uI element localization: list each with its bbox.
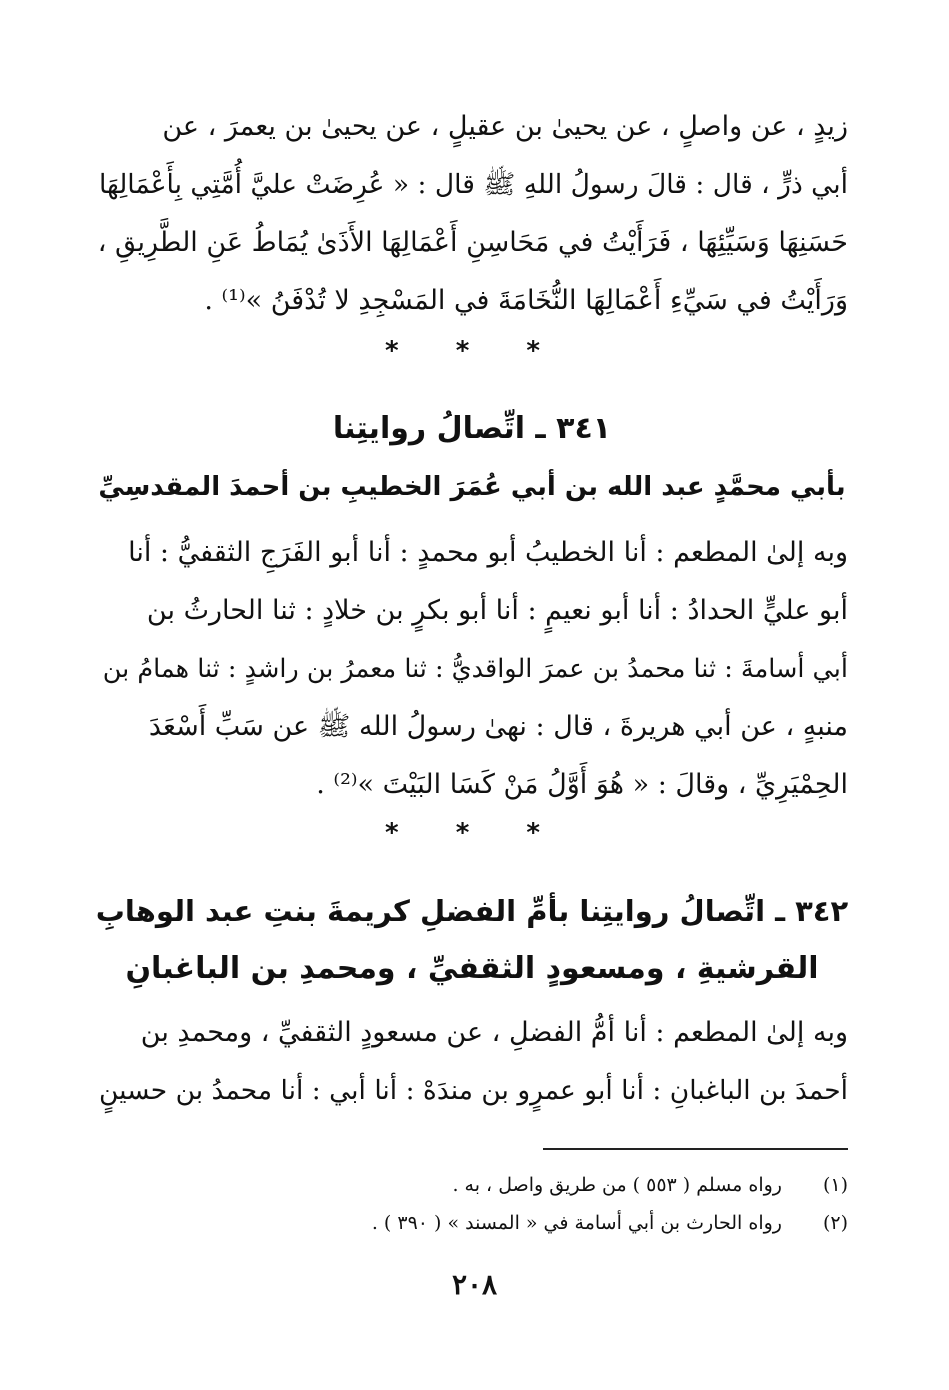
footnote-divider	[543, 1148, 848, 1150]
footnote-item	[92, 1166, 848, 1204]
text-line: وبه إلىٰ المطعم : أنا الخطيبُ أبو محمدٍ : أنا أبو الفَرَجِ الثقفيُّ : أنا	[128, 537, 848, 568]
text-line: زيدٍ ، عن واصلٍ ، عن يحيىٰ بن عقيلٍ ، عن يحيىٰ بن يعمرَ ، عن	[162, 111, 848, 142]
paragraph-hadith-deeds	[92, 98, 848, 330]
section-heading-341	[92, 400, 852, 516]
heading-line: القرشيةِ ، ومسعودٍ الثقفيِّ ، ومحمدِ بن الباغبانِ	[125, 951, 819, 986]
text-line: وَرَأَيْتُ في سَيِّءِ أَعْمَالِهَا النُّخَامَةَ في المَسْجِدِ لا تُدْفَنُ »⁽¹⁾ .	[204, 285, 848, 316]
footnote-text: رواه الحارث بن أبي أسامة في « المسند » ( ٣٩٠ ) .	[371, 1212, 782, 1234]
paragraph-section-342	[92, 1004, 848, 1120]
paragraph-section-341	[92, 524, 848, 814]
text-line: أبي أسامةَ : ثنا محمدُ بن عمرَ الواقديُّ : ثنا معمرُ بن راشدٍ : ثنا همامُ بن	[102, 654, 848, 684]
footnote-item	[92, 1204, 848, 1242]
text-line: الحِمْيَرِيِّ ، وقالَ : « هُوَ أَوَّلُ مَنْ كَسَا البَيْتَ »⁽²⁾ .	[316, 769, 848, 800]
footnote-number: (٢)	[822, 1212, 848, 1234]
heading-line: بأبي محمَّدٍ عبد الله بن أبي عُمَرَ الخطيبِ بن أحمدَ المقدسِيِّ	[98, 472, 846, 502]
section-separator: * * *	[385, 336, 564, 366]
text-line: أحمدَ بن الباغبانِ : أنا أبو عمرٍو بن مندَهْ : أنا أبي : أنا محمدُ بن حسينٍ	[98, 1075, 848, 1106]
heading-line: ٣٤١ ـ اتِّصالُ روايتِنا	[332, 411, 612, 446]
page-number: ٢٠٨	[451, 1268, 498, 1301]
text-line: أبو عليٍّ الحدادُ : أنا أبو نعيمٍ : أنا أبو بكرٍ بن خلادٍ : ثنا الحارثُ بن	[146, 595, 848, 626]
heading-line: ٣٤٢ ـ اتِّصالُ روايتِنا بأمِّ الفضلِ كريمةَ بنتِ عبد الوهابِ	[95, 894, 849, 928]
section-heading-342	[92, 882, 852, 998]
text-line: أبي ذرٍّ ، قال : قالَ رسولُ اللهِ ﷺ قال : « عُرِضَتْ عليَّ أُمَّتِي بِأَعْمَالِهَا	[98, 169, 848, 200]
text-line: وبه إلىٰ المطعم : أنا أمُّ الفضلِ ، عن مسعودٍ الثقفيِّ ، ومحمدِ بن	[140, 1017, 848, 1048]
section-separator: * * *	[385, 818, 564, 848]
text-line: حَسَنِهَا وَسَيِّئِهَا ، فَرَأَيْتُ في مَحَاسِنِ أَعْمَالِهَا الأَذَىٰ يُمَاطُ عَنِ الطَّرِيقِ ،	[97, 227, 848, 258]
footnote-text: رواه مسلم ( ٥٥٣ ) من طريق واصل ، به .	[452, 1174, 782, 1196]
footnotes	[92, 1166, 848, 1242]
footnote-number: (١)	[822, 1174, 848, 1196]
text-line: منبهٍ ، عن أبي هريرةَ ، قال : نهىٰ رسولُ الله ﷺ عن سَبِّ أَسْعَدَ	[148, 711, 848, 742]
